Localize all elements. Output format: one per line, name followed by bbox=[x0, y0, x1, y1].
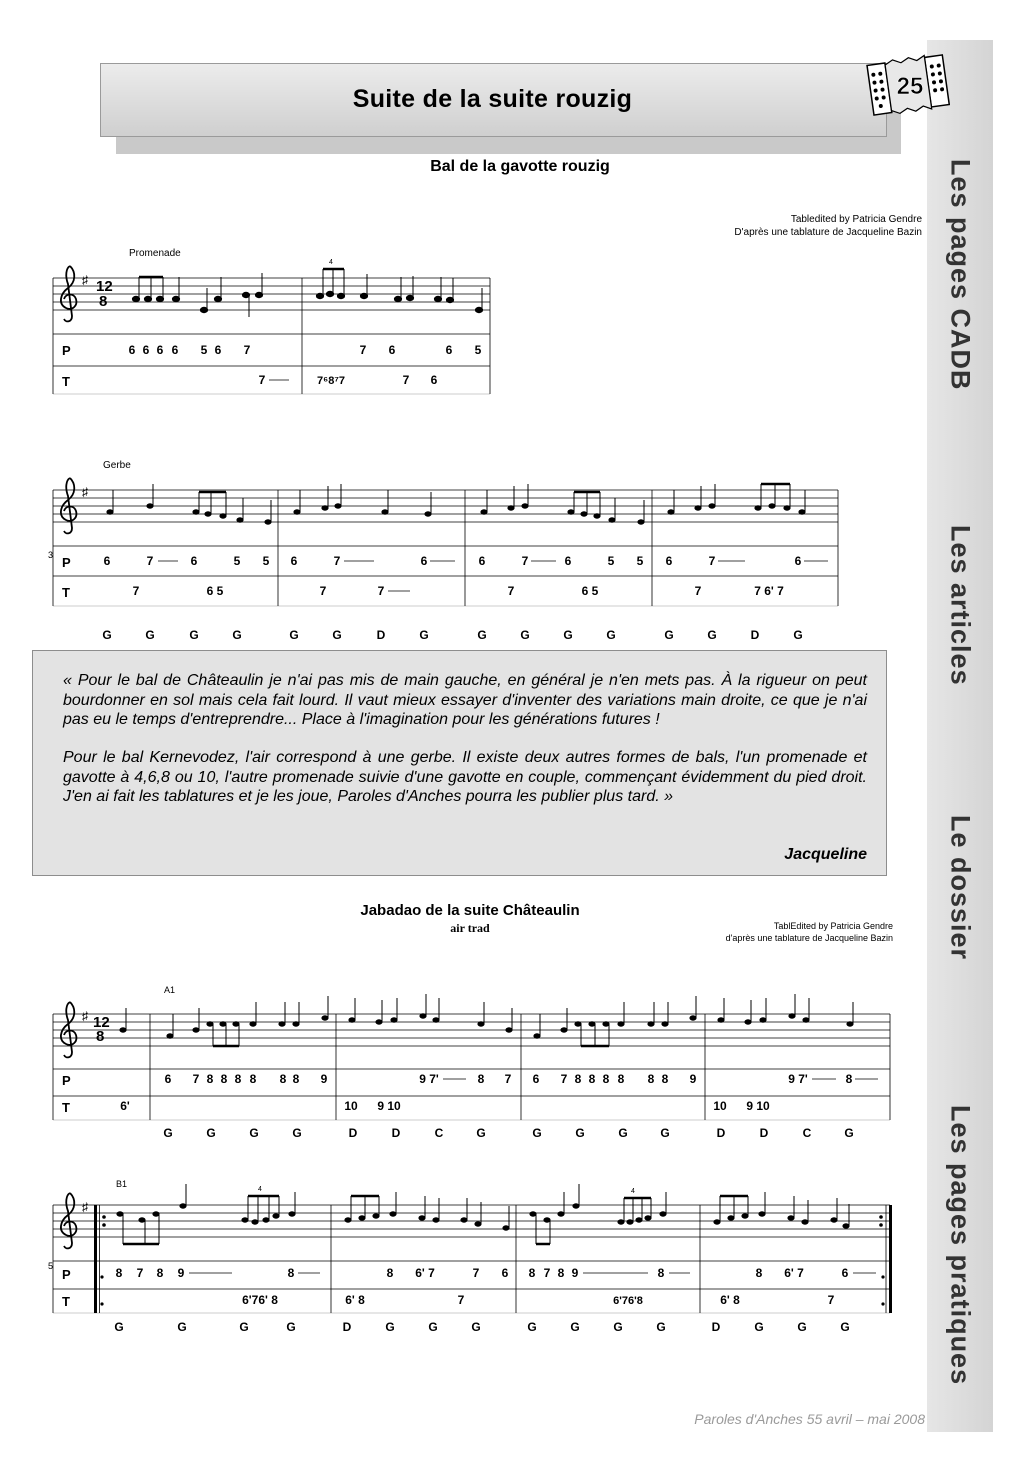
tab-number: 9 10 bbox=[746, 1099, 770, 1113]
page-number: 25 bbox=[896, 73, 924, 100]
tab-number: 7 bbox=[132, 584, 140, 598]
tab-number: 4 bbox=[258, 1186, 262, 1193]
tune2-title: Jabadao de la suite Châteaulin bbox=[360, 902, 580, 919]
tab-number: 9 bbox=[177, 1266, 185, 1280]
tab-number: 4 bbox=[329, 259, 333, 266]
tab-number: G bbox=[114, 1320, 124, 1334]
tab-number: 8 bbox=[234, 1072, 242, 1086]
tab-number: 12 bbox=[93, 1014, 110, 1031]
tab-number: P bbox=[62, 1267, 71, 1282]
sidebar-item-pages-cadb[interactable]: Les pages CADB bbox=[945, 159, 976, 391]
sidebar-item-articles[interactable]: Les articles bbox=[945, 524, 976, 686]
tab-number: 6 bbox=[841, 1266, 849, 1280]
tab-number: 7 bbox=[192, 1072, 200, 1086]
tab-number: G bbox=[660, 1126, 670, 1140]
tab-number: 9 bbox=[689, 1072, 697, 1086]
tab-number: P bbox=[62, 555, 71, 570]
tab-number: 8 bbox=[477, 1072, 485, 1086]
tune2-chords-1 bbox=[163, 1126, 853, 1140]
tab-number: 8 bbox=[557, 1266, 565, 1280]
tab-number: 8 bbox=[528, 1266, 536, 1280]
tab-number: 5 bbox=[636, 554, 644, 568]
tune2-system2 bbox=[48, 1179, 892, 1334]
tab-number: 7 bbox=[377, 584, 385, 598]
tab-number: 7 6' 7 bbox=[754, 584, 784, 598]
tab-number: 8 bbox=[206, 1072, 214, 1086]
tab-number: G bbox=[840, 1320, 850, 1334]
tab-number: 8 bbox=[287, 1266, 295, 1280]
tab-number: 8 bbox=[574, 1072, 582, 1086]
tab-number: 6'76'8 bbox=[613, 1295, 643, 1307]
tab-number: 6' 8 bbox=[345, 1293, 365, 1307]
tab-number: G bbox=[520, 628, 530, 642]
tab-number: 5 bbox=[262, 554, 270, 568]
tab-number: G bbox=[177, 1320, 187, 1334]
tab-number: 7 bbox=[543, 1266, 551, 1280]
tab-number: G bbox=[232, 628, 242, 642]
footer: Paroles d'Anches 55 avril – mai 2008 bbox=[694, 1411, 925, 1427]
tab-number: 6 bbox=[564, 554, 572, 568]
tab-number: 9 7' bbox=[788, 1072, 808, 1086]
tab-number: 6 bbox=[290, 554, 298, 568]
tab-number: D bbox=[342, 1320, 352, 1334]
quote-box bbox=[32, 650, 887, 876]
tab-number: 3 bbox=[48, 550, 54, 560]
tab-number: 6' 7 bbox=[784, 1266, 804, 1280]
tab-number: 8 bbox=[647, 1072, 655, 1086]
tab-number: 6 bbox=[156, 343, 164, 357]
tab-number: 6'76' 8 bbox=[242, 1293, 278, 1307]
tab-number: 8 bbox=[99, 293, 108, 310]
tab-number: 5 bbox=[233, 554, 241, 568]
tab-number: 6 bbox=[665, 554, 673, 568]
tab-number: 6 bbox=[445, 343, 453, 357]
tab-number: 8 bbox=[602, 1072, 610, 1086]
tab-number: G bbox=[471, 1320, 481, 1334]
section-label-promenade: Promenade bbox=[129, 248, 181, 259]
tab-number: C bbox=[434, 1126, 444, 1140]
tab-number: 7 bbox=[258, 373, 266, 387]
tab-number: 7 bbox=[319, 584, 327, 598]
tab-number: ♯ bbox=[82, 485, 88, 499]
tune1-chords bbox=[102, 628, 802, 642]
tab-number: G bbox=[102, 628, 112, 642]
tab-number: P bbox=[62, 343, 71, 358]
tab-number: G bbox=[292, 1126, 302, 1140]
tab-number: G bbox=[477, 628, 487, 642]
tab-number: 7 bbox=[243, 343, 251, 357]
tab-number: D bbox=[750, 628, 760, 642]
sidebar-item-dossier[interactable]: Le dossier bbox=[945, 814, 976, 961]
tab-number: 7 bbox=[708, 554, 716, 568]
tab-number: 6 bbox=[164, 1072, 172, 1086]
tab-number: 8 bbox=[661, 1072, 669, 1086]
tab-number: G bbox=[797, 1320, 807, 1334]
tab-number: 7 bbox=[521, 554, 529, 568]
tab-number: 5 bbox=[474, 343, 482, 357]
tab-number: 6 bbox=[420, 554, 428, 568]
tab-number: 7 bbox=[472, 1266, 480, 1280]
tab-number: 6' bbox=[120, 1099, 130, 1113]
tab-number: 6 bbox=[388, 343, 396, 357]
tune1-system1 bbox=[53, 248, 490, 394]
tab-number: P bbox=[62, 1073, 71, 1088]
tab-number: G bbox=[249, 1126, 259, 1140]
tab-number: G bbox=[239, 1320, 249, 1334]
tab-number: ♯ bbox=[82, 1009, 88, 1023]
section-label-gerbe: Gerbe bbox=[103, 460, 131, 471]
tab-number: 6 bbox=[171, 343, 179, 357]
tab-number: G bbox=[570, 1320, 580, 1334]
tab-number: 9 bbox=[571, 1266, 579, 1280]
tab-number: 5 bbox=[200, 343, 208, 357]
tab-number: 7 bbox=[333, 554, 341, 568]
tab-number: 8 bbox=[96, 1028, 105, 1045]
tab-number: 8 bbox=[292, 1072, 300, 1086]
tab-number: 7 bbox=[359, 343, 367, 357]
tab-number: 7 bbox=[560, 1072, 568, 1086]
tab-number: 5 bbox=[607, 554, 615, 568]
tab-number: 8 bbox=[249, 1072, 257, 1086]
tab-number: G bbox=[385, 1320, 395, 1334]
tune2-system1 bbox=[53, 985, 890, 1140]
tab-number: 6 bbox=[794, 554, 802, 568]
tab-number: 7 bbox=[136, 1266, 144, 1280]
tab-number: 6 bbox=[190, 554, 198, 568]
tab-number: 8 bbox=[755, 1266, 763, 1280]
tab-number: G bbox=[189, 628, 199, 642]
tab-number: G bbox=[476, 1126, 486, 1140]
quote-signature: Jacqueline bbox=[784, 846, 867, 863]
tab-number: G bbox=[527, 1320, 537, 1334]
tab-number: 6 bbox=[430, 373, 438, 387]
tune1-system2 bbox=[48, 460, 838, 642]
tab-number: G bbox=[575, 1126, 585, 1140]
tab-number: 8 bbox=[845, 1072, 853, 1086]
tab-number: 8 bbox=[279, 1072, 287, 1086]
tab-number: G bbox=[163, 1126, 173, 1140]
tab-number: 7⁶8⁷7 bbox=[317, 375, 345, 387]
tab-number: C bbox=[802, 1126, 812, 1140]
tune2-credit: TablEdited by Patricia Gendre d'après une tablature de Jacqueline Bazin bbox=[725, 921, 893, 943]
tab-number: G bbox=[707, 628, 717, 642]
tab-number: 6 bbox=[532, 1072, 540, 1086]
tab-number: 8 bbox=[115, 1266, 123, 1280]
tab-number: 6 bbox=[103, 554, 111, 568]
tab-number: 6 bbox=[128, 343, 136, 357]
tab-number: G bbox=[793, 628, 803, 642]
tab-number: 6 bbox=[478, 554, 486, 568]
tune2-chords-2 bbox=[114, 1320, 849, 1334]
tune2-subtitle: air trad bbox=[450, 921, 490, 935]
tab-number: D bbox=[759, 1126, 769, 1140]
tab-number: 7 bbox=[146, 554, 154, 568]
tab-number: 9 bbox=[320, 1072, 328, 1086]
tab-number: 6 5 bbox=[206, 584, 224, 598]
tab-number: 7 bbox=[694, 584, 702, 598]
tab-number: G bbox=[618, 1126, 628, 1140]
tab-number: G bbox=[428, 1320, 438, 1334]
tab-number: 9 7' bbox=[419, 1072, 439, 1086]
tab-number: T bbox=[62, 1100, 70, 1115]
tab-number: 6 bbox=[214, 343, 222, 357]
tab-number: G bbox=[613, 1320, 623, 1334]
tab-number: D bbox=[376, 628, 386, 642]
tab-number: 12 bbox=[96, 278, 113, 295]
tab-number: 8 bbox=[617, 1072, 625, 1086]
tab-number: G bbox=[656, 1320, 666, 1334]
tune1-credit: Tabledited by Patricia Gendre D'après une tablature de Jacqueline Bazin bbox=[734, 214, 922, 238]
tab-number: 7 bbox=[402, 373, 410, 387]
tab-number: 5 bbox=[48, 1261, 54, 1271]
tab-number: G bbox=[606, 628, 616, 642]
tab-number: D bbox=[711, 1320, 721, 1334]
tab-number: G bbox=[754, 1320, 764, 1334]
tab-number: D bbox=[391, 1126, 401, 1140]
tab-number: 6 bbox=[142, 343, 150, 357]
tab-number: G bbox=[145, 628, 155, 642]
tab-number: G bbox=[532, 1126, 542, 1140]
tab-number: G bbox=[563, 628, 573, 642]
tab-number: 6 bbox=[501, 1266, 509, 1280]
tab-number: 7 bbox=[507, 584, 515, 598]
tab-number: ♯ bbox=[82, 1200, 88, 1214]
tab-number: 8 bbox=[588, 1072, 596, 1086]
tab-number: 10 bbox=[713, 1099, 727, 1113]
tune1-title: Bal de la gavotte rouzig bbox=[430, 158, 610, 175]
tab-number: 8 bbox=[156, 1266, 164, 1280]
tab-number: 6' 8 bbox=[720, 1293, 740, 1307]
section-label-b1: B1 bbox=[116, 1179, 128, 1189]
tab-number: G bbox=[289, 628, 299, 642]
tab-number: 4 bbox=[631, 1188, 635, 1195]
tab-number: T bbox=[62, 374, 70, 389]
quote-paragraph-2: Pour le bal Kernevodez, l'air correspond à une gerbe. Il existe deux autres formes de bals, l'un promenade et gavotte à 4,6,8 ou 10, l'autre promenade suivie d'une gavotte en couple, commençant évidemment du pied droit. J'en ai fait les tablatures et je les joue, Paroles d'Anches pourra les publier plus tard. » bbox=[63, 749, 867, 805]
tab-number: G bbox=[206, 1126, 216, 1140]
tab-number: T bbox=[62, 585, 70, 600]
tab-number: 9 10 bbox=[377, 1099, 401, 1113]
page-title: Suite de la suite rouzig bbox=[352, 85, 633, 113]
tab-number: D bbox=[348, 1126, 358, 1140]
tab-number: G bbox=[664, 628, 674, 642]
sidebar-item-pages-pratiques[interactable]: Les pages pratiques bbox=[945, 1104, 976, 1386]
tab-number: 7 bbox=[457, 1293, 465, 1307]
tab-number: D bbox=[716, 1126, 726, 1140]
tab-number: G bbox=[844, 1126, 854, 1140]
tab-number: G bbox=[332, 628, 342, 642]
tab-number: 6' 7 bbox=[415, 1266, 435, 1280]
tab-number: 10 bbox=[344, 1099, 358, 1113]
section-label-a1: A1 bbox=[164, 985, 176, 995]
tab-number: G bbox=[286, 1320, 296, 1334]
tab-number: G bbox=[419, 628, 429, 642]
tab-number: 8 bbox=[220, 1072, 228, 1086]
tab-number: 6 5 bbox=[581, 584, 599, 598]
quote-paragraph-1: « Pour le bal de Châteaulin je n'ai pas mis de main gauche, en général je n'en mets pas. À la rigueur on peut bourdonner en sol mais cela fait lourd. Il vaut mieux essayer d'inventer des variations main droite, ce que je n'ai pas eu le temps d'entreprendre... Place à l'imagination pour les générations futures ! bbox=[63, 672, 867, 728]
tab-number: ♯ bbox=[82, 273, 88, 287]
tab-number: 7 bbox=[504, 1072, 512, 1086]
tab-number: 8 bbox=[657, 1266, 665, 1280]
tab-number: 8 bbox=[386, 1266, 394, 1280]
tab-number: 7 bbox=[827, 1293, 835, 1307]
tab-number: T bbox=[62, 1294, 70, 1309]
